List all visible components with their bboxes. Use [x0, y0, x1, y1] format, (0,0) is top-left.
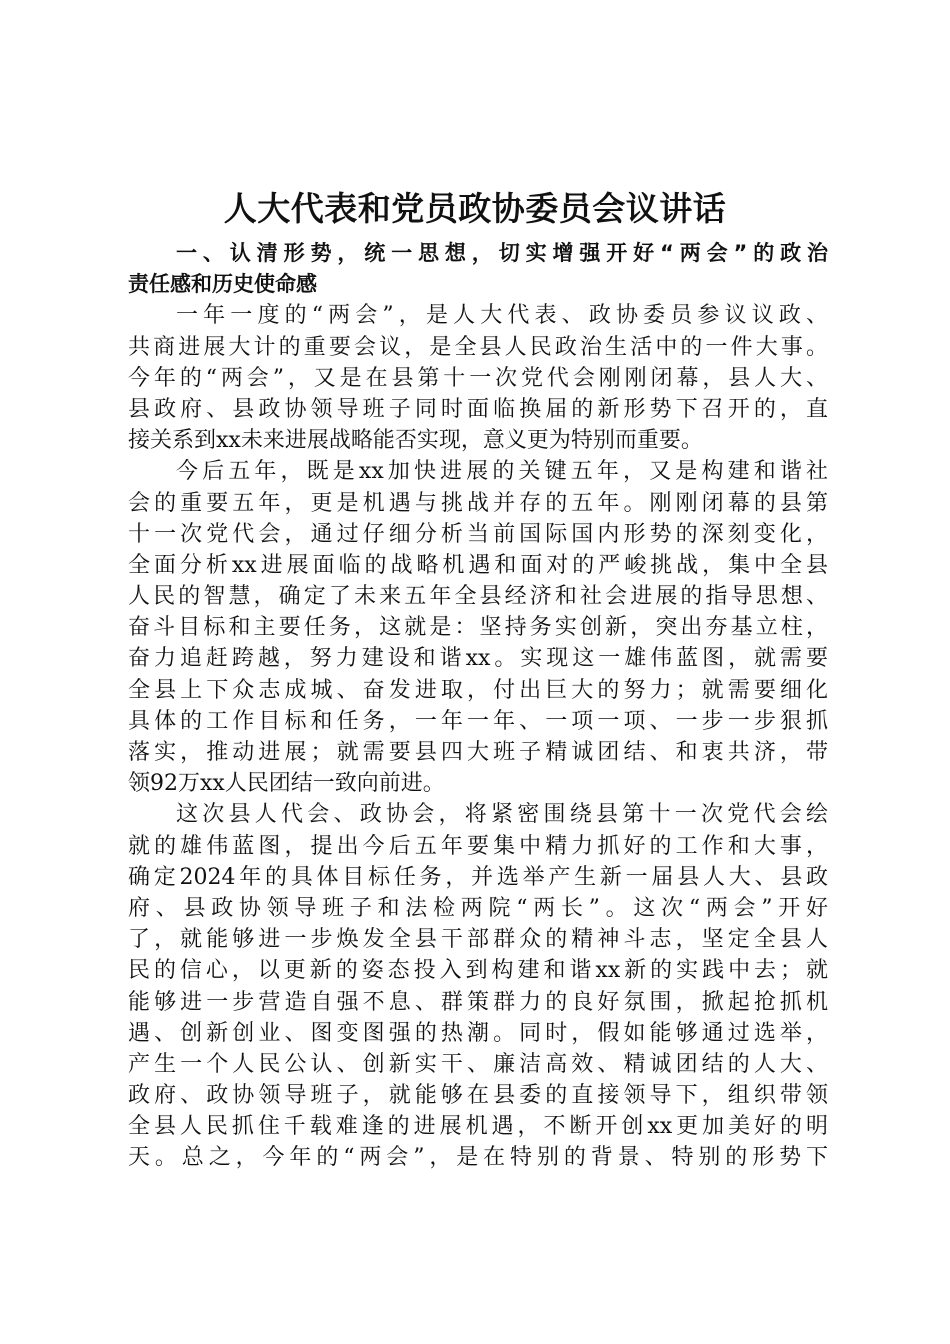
section-heading-line: 责任感和历史使命感 [128, 272, 317, 297]
text-line: 接关系到xx未来进展战略能否实现，意义更为特别而重要。 [128, 428, 703, 454]
text-line: 遇、创新创业、图变图强的热潮。同时，假如能够通过选举， [128, 1020, 828, 1046]
document-title: 人大代表和党员政协委员会议讲话 [223, 189, 727, 228]
text-line: 产生一个人民公认、创新实干、廉洁高效、精诚团结的人大、 [128, 1051, 828, 1077]
text-line: 了，就能够进一步焕发全县干部群众的精神斗志，坚定全县人 [128, 927, 828, 953]
paragraph [128, 799, 828, 1173]
text-line: 确定2024年的具体目标任务，并选举产生新一届县人大、县政 [128, 864, 828, 890]
text-line: 民的信心，以更新的姿态投入到构建和谐xx新的实践中去；就 [128, 958, 828, 984]
section-heading-line: 一、认清形势，统一思想，切实增强开好“两会”的政治 [176, 241, 828, 265]
text-line: 奋斗目标和主要任务，这就是：坚持务实创新，突出夯基立柱， [128, 615, 828, 641]
text-line: 这次县人代会、政协会，将紧密围绕县第十一次党代会绘 [176, 802, 828, 828]
text-line: 府、县政协领导班子和法检两院“两长”。这次“两会”开好 [128, 895, 828, 921]
document-body [128, 238, 828, 1174]
text-line: 会的重要五年，更是机遇与挑战并存的五年。刚刚闭幕的县第 [128, 490, 828, 516]
text-line: 落实，推动进展；就需要县四大班子精诚团结、和衷共济，带 [128, 740, 828, 765]
text-line: 人民的智慧，确定了未来五年全县经济和社会进展的指导思想、 [128, 584, 828, 610]
text-line: 全县上下众志成城、奋发进取，付出巨大的努力；就需要细化 [128, 677, 828, 703]
section-heading [128, 238, 828, 300]
text-line: 奋力追赶跨越，努力建设和谐xx。实现这一雄伟蓝图，就需要 [128, 646, 828, 672]
text-line: 共商进展大计的重要会议，是全县人民政治生活中的一件大事。 [128, 334, 828, 360]
text-line: 能够进一步营造自强不息、群策群力的良好氛围，掀起抢抓机 [128, 989, 828, 1015]
text-line: 今年的“两会”，又是在县第十一次党代会刚刚闭幕，县人大、 [128, 365, 828, 391]
text-line: 全县人民抓住千载难逢的进展机遇，不断开创xx更加美好的明 [128, 1114, 828, 1140]
text-line: 今后五年，既是xx加快进展的关键五年，又是构建和谐社 [176, 459, 828, 485]
text-line: 具体的工作目标和任务，一年一年、一项一项、一步一步狠抓 [128, 708, 828, 734]
text-line: 政府、政协领导班子，就能够在县委的直接领导下，组织带领 [128, 1083, 828, 1109]
text-line: 一年一度的“两会”，是人大代表、政协委员参议议政、 [176, 303, 828, 329]
paragraph [128, 456, 828, 799]
text-line: 十一次党代会，通过仔细分析当前国际国内形势的深刻变化， [128, 521, 828, 547]
text-line: 领92万xx人民团结一致向前进。 [128, 771, 445, 797]
paragraph [128, 300, 828, 456]
text-line: 就的雄伟蓝图，提出今后五年要集中精力抓好的工作和大事， [128, 833, 828, 859]
text-line: 全面分析xx进展面临的战略机遇和面对的严峻挑战，集中全县 [128, 552, 828, 578]
text-line: 县政府、县政协领导班子同时面临换届的新形势下召开的，直 [128, 396, 828, 422]
text-line: 天。总之，今年的“两会”，是在特别的背景、特别的形势下 [128, 1145, 828, 1171]
